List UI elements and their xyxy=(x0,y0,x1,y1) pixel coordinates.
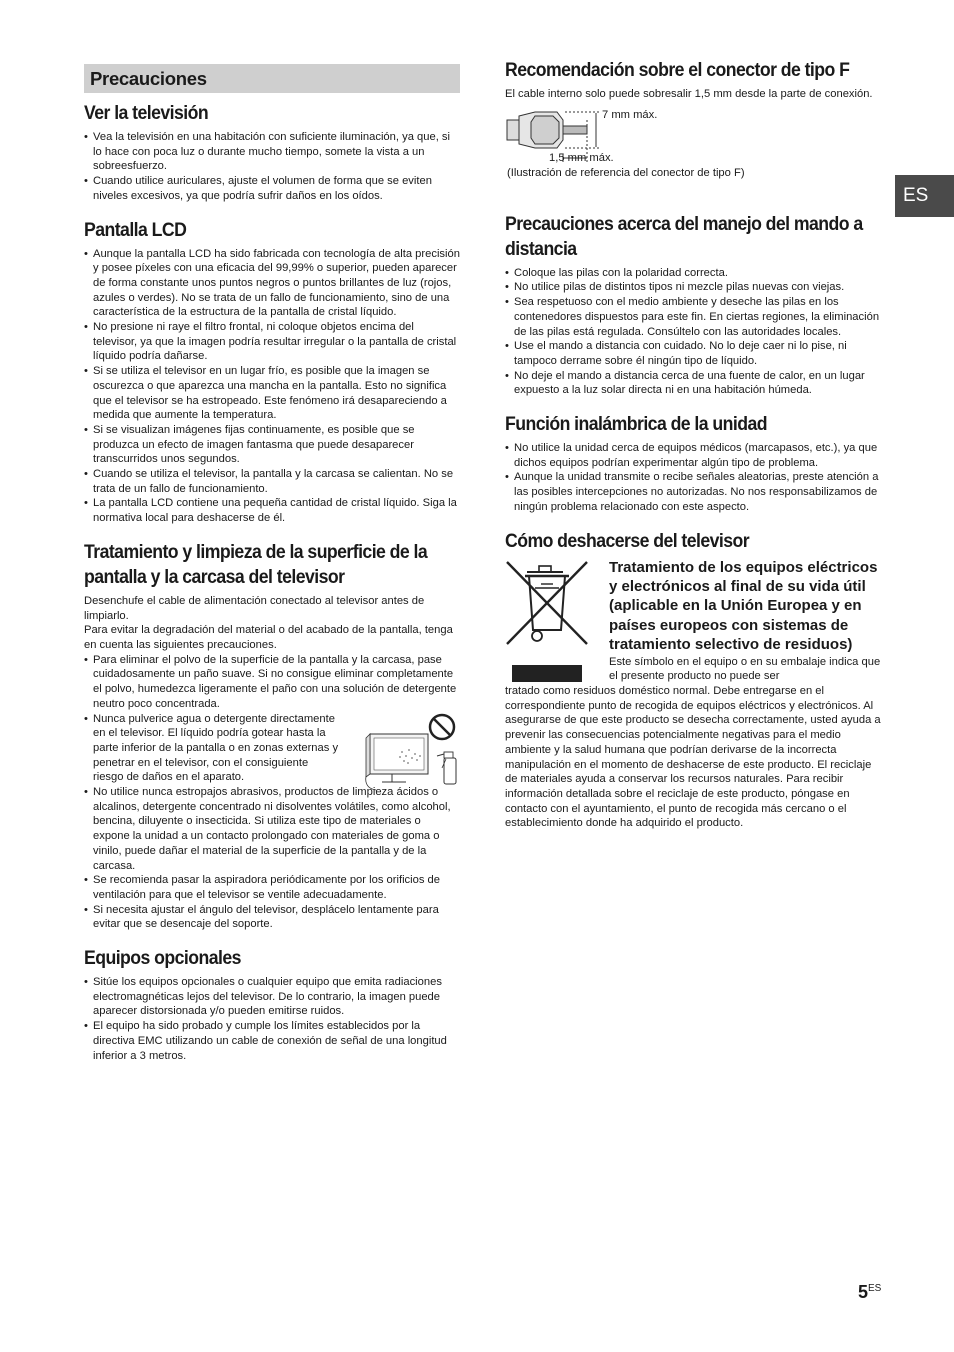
list-item-line-1: No utilice nunca estropajos abrasivos, xyxy=(93,786,282,799)
heading-equipos-opcionales: Equipos opcionales xyxy=(84,948,241,970)
heading-ver-television: Ver la televisión xyxy=(84,103,209,124)
list-item-rest: productos de limpieza ácidos o alcalinos, detergente concentrado ni disolventes volátiles, como alcohol, bencina, diluyente o insecticida. Si utiliza este tipo de materiales o expone la unidad a un contacto prolongado con materiales de goma o vinilo, puede dañar el material de la superficie de la pantalla y de la carcasa. xyxy=(93,786,451,872)
weee-body-text: tratado como residuos doméstico normal. Debe entregarse en el correspondiente punto de recogida de equipos eléctricos y electrónicos. Al asegurarse de que este producto se desecha correctamente, usted ayuda a prevenir las consecuencias potencialmente negativas para el medio ambiente y la salud humana que podrían derivarse de la incorrecta manipulación en el momento de deshacerse de este producto. El reciclaje de materiales ayuda a conservar los recursos naturales. Para recibir información detallada sobre el reciclaje de este producto, póngase en contacto con el ayuntamiento, el punto de recogida más cercano o el establecimiento donde ha adquirido el producto. xyxy=(505,684,881,830)
list-item: • Si se utiliza el televisor en un lugar frío, es posible que la imagen se oscurezca o que aparezca una mancha en la pantalla. Esto no significa que el televisor se ha estropeado. Este fenómeno irá desapareciendo a medida que aumente la temperatura. xyxy=(84,364,460,423)
list-equipos-opcionales xyxy=(84,975,460,1063)
list-item: • Aunque la pantalla LCD ha sido fabricada con tecnología de alta precisión y posee píxeles con una eficacia del 99,99% o superior, pueden aparecer de forma constante unos puntos negros o puntos brillantes de luz (rojos, azules o verdes). No se trata de un fallo de funcionamiento, sino de una característica de la estructura de la pantalla de cristal líquido. xyxy=(84,247,460,321)
list-item-text: • Nunca pulverice agua o detergente directamente en el televisor. El líquido podría gotear hasta la parte inferior de la pantalla o en zonas externas y penetrar en el televisor, con el consiguiente riesgo de daños en el aparato. xyxy=(93,712,339,784)
list-item: • Si necesita ajustar el ángulo del televisor, desplácelo lentamente para evitar que se desencaje del soporte. xyxy=(84,903,460,932)
left-column xyxy=(84,64,460,1063)
heading-conector-tipo-f: Recomendación sobre el conector de tipo F xyxy=(505,60,850,81)
heading-tratamiento-limpieza: Tratamiento y limpieza de la superficie de la pantalla y la carcasa del televisor xyxy=(84,541,428,588)
list-item: • Aunque la unidad transmite o recibe señales aleatorias, preste atención a las posibles intercepciones no autorizadas. No nos responsabilizamos de ningún problema relacionado con este aspecto. xyxy=(505,470,883,514)
list-item: • No presione ni raye el filtro frontal, ni coloque objetos encima del televisor, ya que la imagen podría resultar irregular o la pantalla de cristal líquido podría dañarse. xyxy=(84,320,460,364)
heading-funcion-inalambrica: Función inalámbrica de la unidad xyxy=(505,414,767,436)
list-ver-television xyxy=(84,130,460,204)
heading-pantalla-lcd: Pantalla LCD xyxy=(84,219,187,241)
list-item: • Si se visualizan imágenes fijas continuamente, es posible que se produzca un efecto de imagen fantasma que puede desaparecer transcurridos unos segundos. xyxy=(84,423,460,467)
weee-block xyxy=(505,558,883,831)
list-item: • Vea la televisión en una habitación con suficiente iluminación, ya que, si lo hace con poca luz o durante mucho tiempo, somete la vista a un sobreesfuerzo. xyxy=(84,130,460,174)
list-item: • Para eliminar el polvo de la superficie de la pantalla y la carcasa, pase cuidadosamente un paño suave. Si no consigue eliminar completamente el polvo, humedezca ligeramente el paño con una solución de detergente neutro poco concentrada. xyxy=(84,653,460,712)
list-item: • La pantalla LCD contiene una pequeña cantidad de cristal líquido. Siga la normativa local para deshacerse de él. xyxy=(84,496,460,525)
list-item: • Coloque las pilas con la polaridad correcta. xyxy=(505,266,883,281)
list-item: • Se recomienda pasar la aspiradora periódicamente por los orificios de ventilación para que el televisor se ventile adecuadamente. xyxy=(84,873,460,902)
heading-como-deshacerse: Cómo deshacerse del televisor xyxy=(505,530,750,552)
list-item-with-figure xyxy=(84,712,460,786)
list-item: • Cuando utilice auriculares, ajuste el volumen de forma que se eviten niveles excesivos, ya que podría sufrir daños en los oídos. xyxy=(84,174,460,203)
list-item: • No deje el mando a distancia cerca de una fuente de calor, en un lugar expuesto a la luz solar directa ni en una habitación húmeda. xyxy=(505,369,883,398)
page-number-suffix: ES xyxy=(868,1283,882,1294)
language-tab-es: ES xyxy=(895,175,954,217)
list-funcion-inalambrica xyxy=(505,441,883,515)
list-pantalla-lcd xyxy=(84,247,460,526)
list-item: • El equipo ha sido probado y cumple los límites establecidos por la directiva EMC utilizando un cable de conexión de señal de una longitud inferior a 3 metros. xyxy=(84,1019,460,1063)
no-spray-tv-illustration xyxy=(362,712,460,794)
weee-lead-text: Este símbolo en el equipo o en su embalaje indica que el presente producto no puede ser xyxy=(609,655,881,683)
page-number xyxy=(858,1282,881,1303)
list-item: • No utilice la unidad cerca de equipos médicos (marcapasos, etc.), ya que dichos equipos podrían experimentar algún tipo de problema. xyxy=(505,441,883,470)
paragraph-intro-desenchufe: Desenchufe el cable de alimentación conectado al televisor antes de limpiarlo. xyxy=(84,594,425,622)
page-number-value: 5 xyxy=(858,1282,869,1302)
list-item: • No utilice pilas de distintos tipos ni mezcle pilas nuevas con viejas. xyxy=(505,280,883,295)
right-column xyxy=(505,58,883,831)
paragraph-conector: El cable interno solo puede sobresalir 1,5 mm desde la parte de conexión. xyxy=(505,88,873,100)
list-item: • Sitúe los equipos opcionales o cualquier equipo que emita radiaciones electromagnéticas lejos del televisor. De lo contrario, la imagen puede aparecer distorsionada y/o pueden emitirse ruidos. xyxy=(84,975,460,1019)
list-item: • Use el mando a distancia con cuidado. No lo deje caer ni lo pise, ni tampoco derrame sobre él ningún tipo de líquido. xyxy=(505,339,883,368)
heading-mando-distancia: Precauciones acerca del manejo del mando a distancia xyxy=(505,213,863,260)
list-item xyxy=(84,785,460,873)
dimension-1-5mm-label: 1,5 mm máx. xyxy=(549,151,614,164)
weee-title: Tratamiento de los equipos eléctricos y electrónicos al final de su vida útil (aplicable en la Unión Europea y en países europeos con sistemas de tratamiento selectivo de residuos) xyxy=(609,558,878,654)
list-item: • Sea respetuoso con el medio ambiente y deseche las pilas en los contenedores dispuestos para este fin. En ciertas regiones, la eliminación de las pilas está regulada. Consúltelo con las autoridades locales. xyxy=(505,295,883,339)
list-limpieza xyxy=(84,653,460,932)
crossed-bin-icon xyxy=(505,558,589,684)
list-mando-distancia xyxy=(505,266,883,398)
section-title-precauciones: Precauciones xyxy=(84,64,460,93)
paragraph-intro-degradacion: Para evitar la degradación del material o del acabado de la pantalla, tenga en cuenta las siguientes precauciones. xyxy=(84,624,453,651)
dimension-7mm-label: 7 mm máx. xyxy=(602,108,658,121)
figure-caption: (Ilustración de referencia del conector de tipo F) xyxy=(507,166,745,179)
list-item: • Cuando se utiliza el televisor, la pantalla y la carcasa se calientan. No se trata de un fallo de funcionamiento. xyxy=(84,467,460,496)
f-connector-figure xyxy=(505,108,883,204)
